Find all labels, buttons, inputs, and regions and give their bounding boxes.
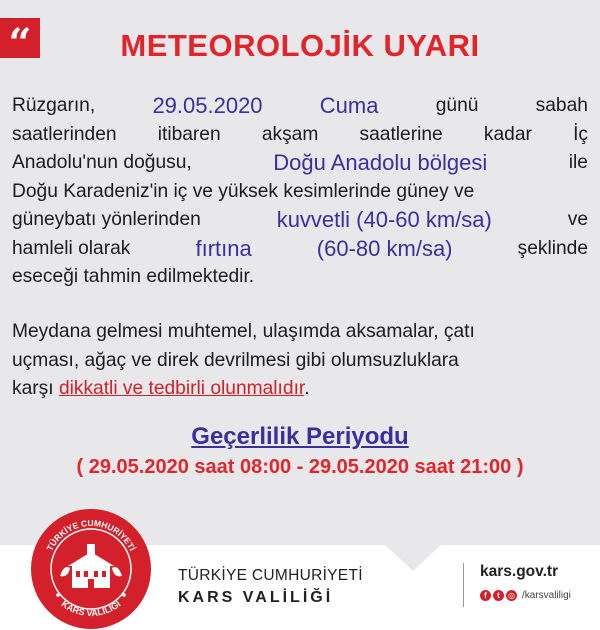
text-segment: güneybatı yönlerinden [12, 209, 201, 230]
text-segment: Rüzgarın, [12, 95, 96, 116]
text-segment: sabah [535, 95, 588, 116]
text-line: eseceği tahmin edilmektedir. [12, 266, 255, 287]
star-dot-icon [122, 593, 126, 597]
warning-paragraph [12, 92, 588, 292]
text-segment: Anadolu'nun doğusu, [12, 152, 192, 173]
date-highlight: 29.05.2020 [152, 93, 263, 118]
footer-divider [463, 563, 464, 607]
advice-paragraph [12, 318, 588, 404]
day-highlight: Cuma [319, 93, 379, 118]
text-line: Doğu Karadeniz'in iç ve yüksek kesimlerinde güney ve [12, 180, 475, 202]
text-line [12, 375, 588, 404]
text-line [12, 206, 588, 235]
text-segment: saatlerinden [12, 123, 117, 145]
text-line [12, 121, 588, 150]
website-link[interactable]: kars.gov.tr [480, 563, 559, 580]
text-line: Meydana gelmesi muhtemel, ulaşımda aksamalar, çatı [12, 321, 475, 342]
wind-speed-highlight: kuvvetli (40-60 km/sa) [276, 207, 492, 232]
text-segment: günü [435, 95, 479, 116]
seal-bottom-text: KARS VALİLİĞİ [59, 598, 123, 619]
social-handle[interactable]: /karsvaliligi [522, 590, 571, 601]
twitter-icon[interactable]: t [493, 590, 504, 601]
text-segment: . [304, 378, 310, 399]
star-dot-icon [56, 593, 60, 597]
text-line [12, 149, 588, 178]
text-segment: saatlerine [359, 123, 443, 145]
text-segment: İç [573, 123, 588, 145]
facebook-icon[interactable]: f [480, 590, 491, 601]
text-segment: ve [567, 209, 588, 230]
text-segment: itibaren [157, 123, 221, 145]
panel-pointer [385, 545, 441, 571]
text-segment: şeklinde [517, 237, 588, 259]
text-segment: kadar [483, 123, 532, 145]
region-highlight: Doğu Anadolu bölgesi [273, 150, 488, 175]
validity-period-range: ( 29.05.2020 saat 08:00 - 29.05.2020 saat 21:00 ) [76, 456, 524, 478]
instagram-icon[interactable]: ◎ [506, 590, 517, 601]
text-segment: ile [568, 152, 588, 173]
institution-name-top: TÜRKİYE CUMHURİYETİ [178, 567, 363, 584]
storm-speed-highlight: (60-80 km/sa) [316, 235, 453, 261]
text-line: uçması, ağaç ve direk devrilmesi gibi olumsuzluklara [12, 349, 459, 371]
page-title: METEOROLOJİK UYARI [120, 28, 480, 63]
social-links[interactable] [480, 590, 571, 601]
kars-governorship-seal [30, 508, 152, 630]
caution-emphasis: dikkatli ve tedbirli olunmalıdır [58, 378, 305, 399]
text-segment: hamleli olarak [12, 237, 131, 259]
seal-top-text: TÜRKİYE CUMHURİYETİ [44, 517, 138, 553]
text-line [12, 235, 588, 264]
text-segment: akşam [261, 123, 319, 145]
institution-name-bottom: KARS VALİLİĞİ [178, 589, 334, 606]
text-line [12, 92, 588, 121]
quote-icon: “ [0, 18, 40, 58]
text-segment: karşı [12, 378, 54, 399]
storm-highlight: fırtına [195, 235, 252, 261]
validity-period-title: Geçerlilik Periyodu [191, 423, 409, 450]
